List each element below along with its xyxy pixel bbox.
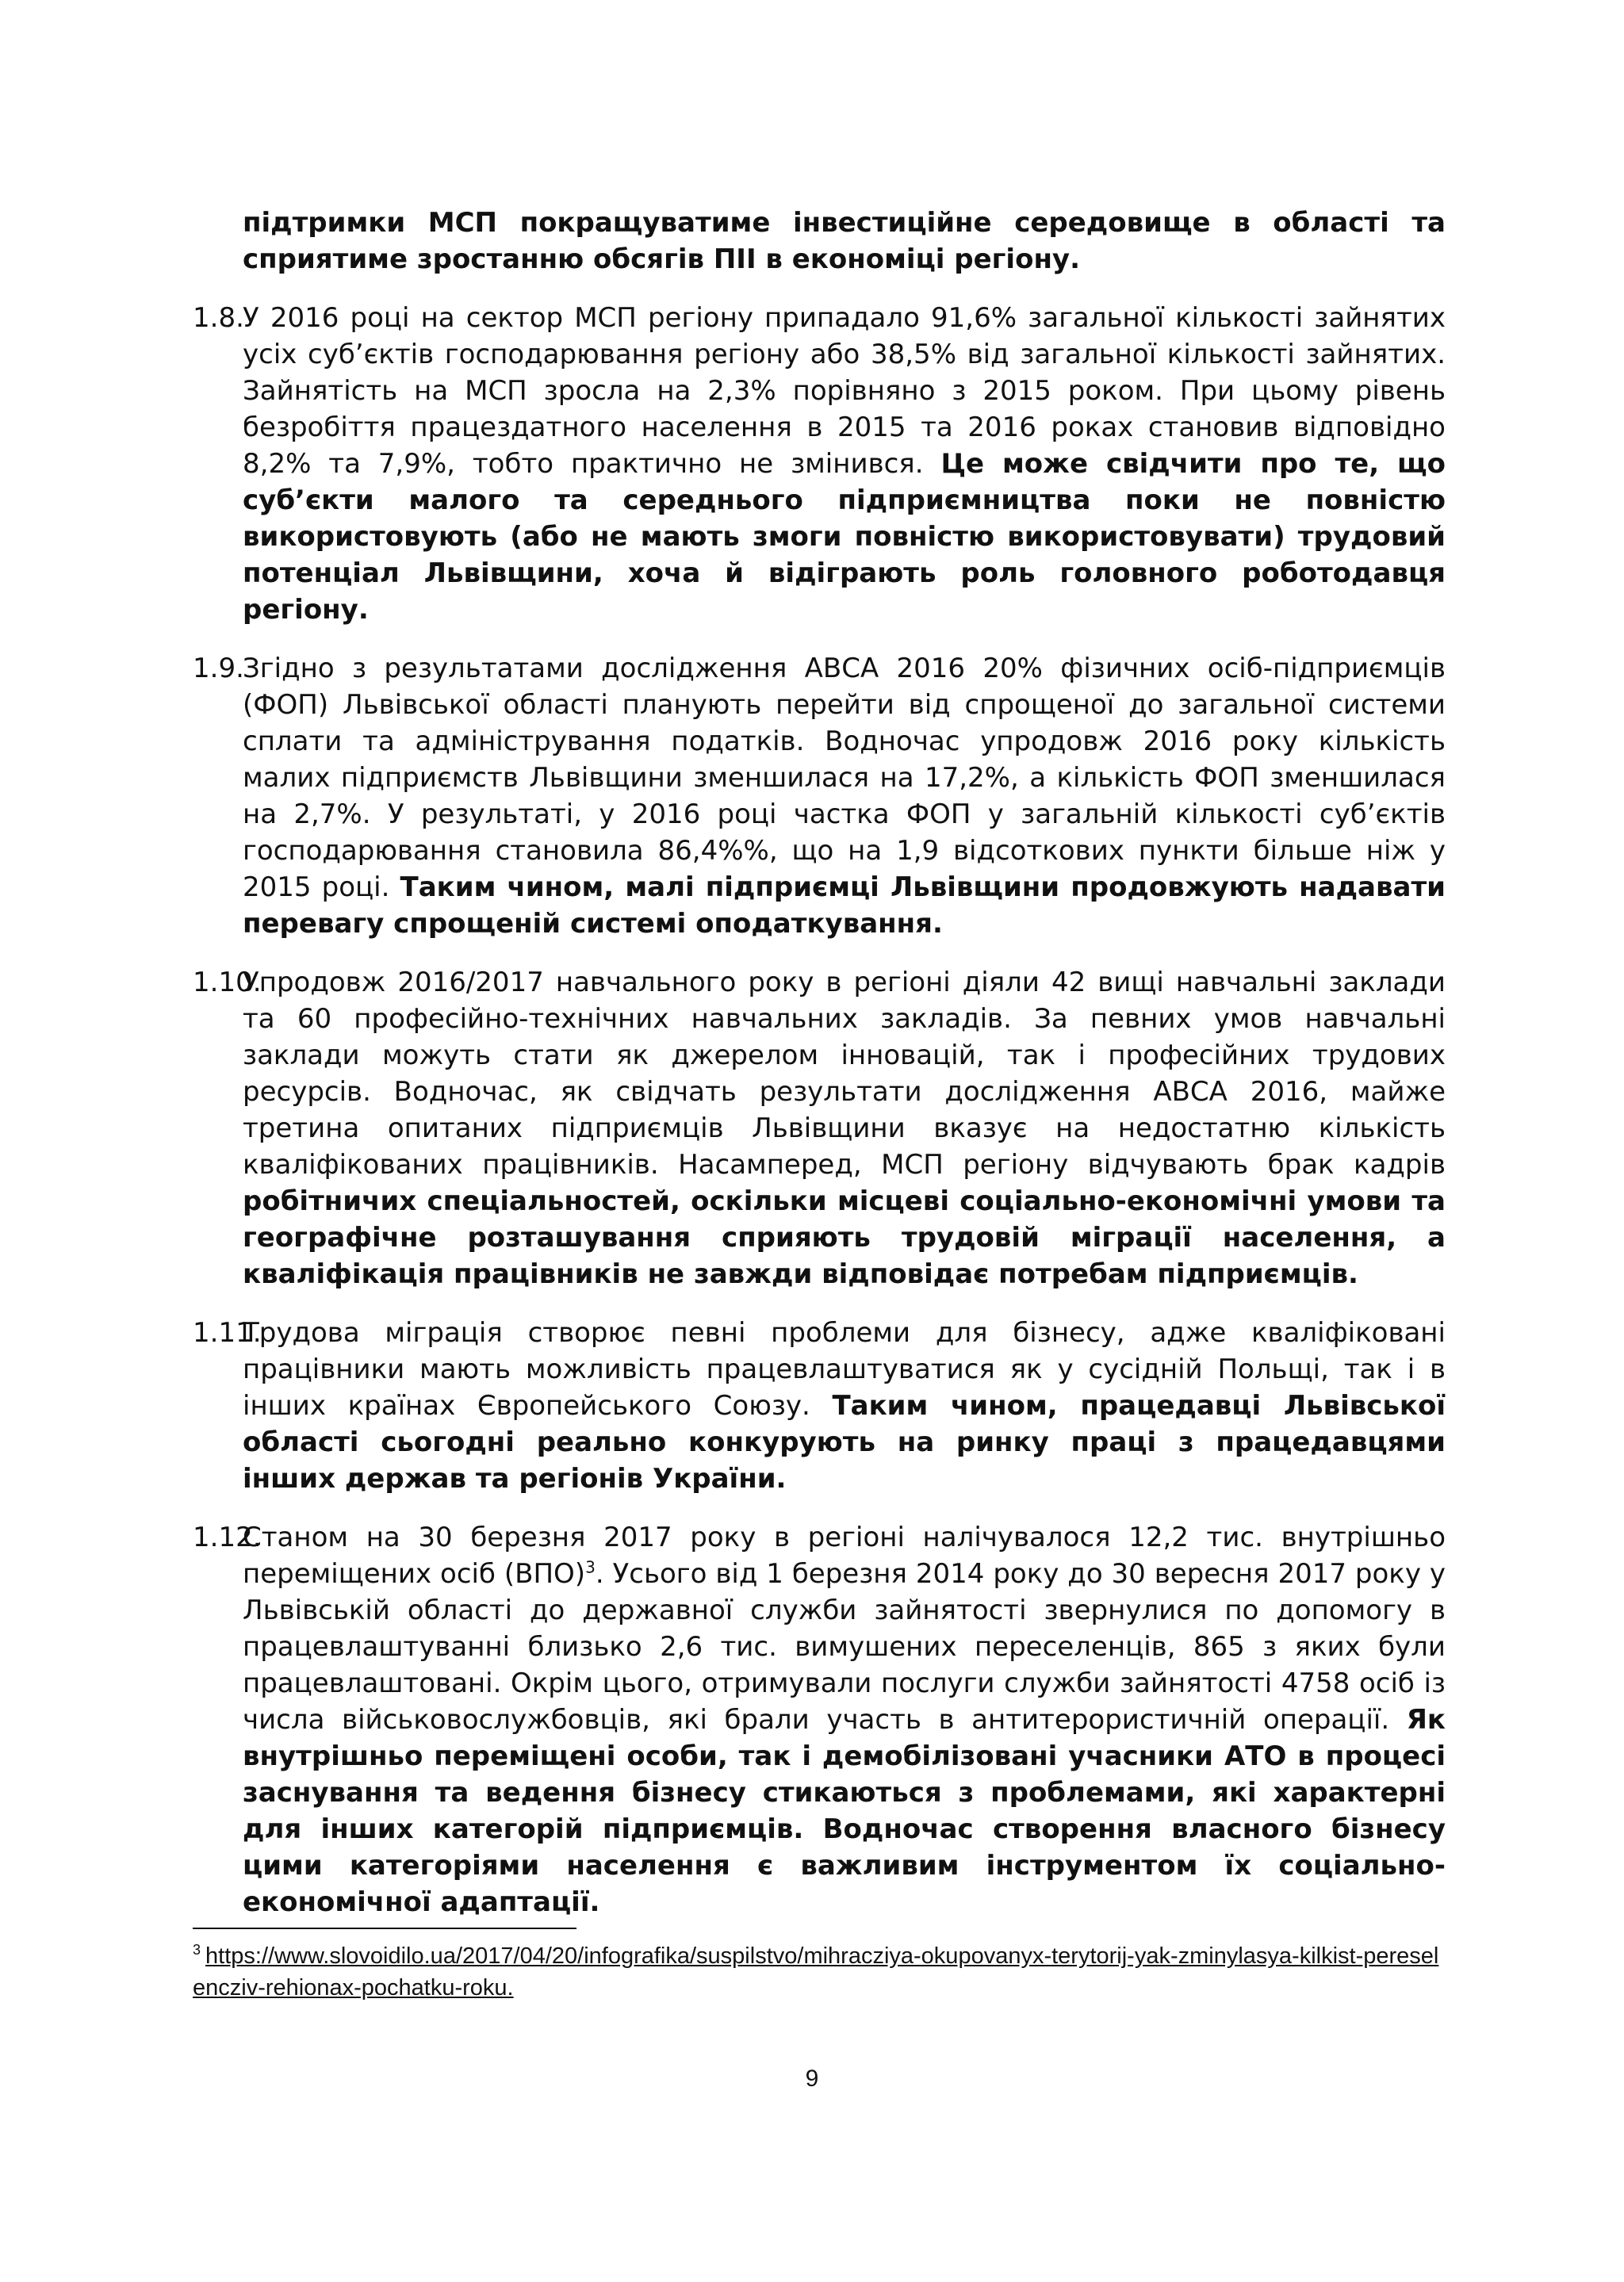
paragraph-1-9 — [193, 650, 1446, 942]
page-number: 9 — [805, 2066, 819, 2092]
paragraph-text: Станом на 30 березня 2017 року в регіоні налічувалося 12,2 тис. внутрішньо переміщених осіб (ВПО) — [243, 1522, 1446, 1590]
paragraph-bold-text: робітничих спеціальностей, оскільки місцеві соціально-економічні умови та географічне розташування сприяють трудовій міграції населення, а кваліфікація працівників не завжди відповідає потребам підприємців. — [243, 1185, 1446, 1290]
intro-paragraph: підтримки МСП покращуватиме інвестиційне середовище в області та сприятиме зростанню обсягів ПІІ в економіці регіону. — [243, 207, 1446, 275]
paragraph-number: 1.11. — [193, 1317, 262, 1349]
paragraph-bold-text: Як внутрішньо переміщені особи, так і демобілізовані учасники АТО в процесі заснування та ведення бізнесу стикаються з проблемами, які характерні для інших категорій підприємців. Водночас створення власного бізнесу цими категоріями населення є важливим інструментом їх соціально-економічної адаптації. — [243, 1704, 1446, 1918]
body-text — [193, 205, 1446, 1920]
footnote-mark: 3 — [193, 1942, 201, 1958]
footnote — [193, 1940, 1446, 2004]
paragraph-number: 1.9. — [193, 653, 244, 684]
paragraph-bold-text: Таким чином, працедавці Львівської області сьогодні реально конкурують на ринку праці з працедавцями інших держав та регіонів України. — [243, 1390, 1446, 1495]
paragraph-1-8 — [193, 300, 1446, 628]
footnote-link[interactable]: https://www.slovoidilo.ua/2017/04/20/infografika/suspilstvo/mihracziya-okupovanyx-terytorij-yak-zminylasya-kilkist-pereselencziv-rehionax-pochatku-roku. — [193, 1943, 1439, 2001]
paragraph-number: 1.8. — [193, 302, 244, 334]
paragraph-bold-text: Таким чином, малі підприємці Львівщини продовжують надавати перевагу спрощеній системі оподаткування. — [243, 871, 1446, 940]
paragraph-1-11 — [193, 1315, 1446, 1497]
paragraph-text: Згідно з результатами дослідження АВСА 2016 20% фізичних осіб-підприємців (ФОП) Львівської області планують перейти від спрощеної до загальної системи сплати та адміністрування податків. Водночас упродовж 2016 року кількість малих підприємств Львівщини зменшилася на 17,2%, а кількість ФОП зменшилася на 2,7%. У результаті, у 2016 році частка ФОП у загальній кількості суб’єктів господарювання становила 86,4%%, що на 1,9 відсоткових пункти більше ніж у 2015 році. — [243, 653, 1446, 903]
paragraph-bold-text: Це може свідчити про те, що суб’єкти малого та середнього підприємництва поки не повністю використовують (або не мають змоги повністю використовувати) трудовий потенціал Львівщини, хоча й відіграють роль головного роботодавця регіону. — [243, 448, 1446, 626]
paragraph-text-continued: . Усього від 1 березня 2014 року до 30 вересня 2017 року у Львівській області до державної служби зайнятості звернулися по допомогу в працевлаштуванні близько 2,6 тис. вимушених переселенців, 865 з яких були працевлаштовані. Окрім цього, отримували послуги служби зайнятості 4758 осіб із числа військовослужбовців, які брали участь в антитерористичній операції. — [243, 1558, 1446, 1736]
paragraph-number: 1.12. — [193, 1522, 262, 1553]
paragraph-text: У 2016 році на сектор МСП регіону припадало 91,6% загальної кількості зайнятих усіх суб’єктів господарювання регіону або 38,5% від загальної кількості зайнятих. Зайнятість на МСП зросла на 2,3% порівняно з 2015 роком. При цьому рівень безробіття працездатного населення в 2015 та 2016 роках становив відповідно 8,2% та 7,9%, тобто практично не змінився. — [243, 302, 1446, 480]
paragraph-number: 1.10. — [193, 967, 262, 998]
paragraph-text: Упродовж 2016/2017 навчального року в регіоні діяли 42 вищі навчальні заклади та 60 професійно-технічних навчальних закладів. За певних умов навчальні заклади можуть стати як джерелом інновацій, так і професійних трудових ресурсів. Водночас, як свідчать результати дослідження АВСА 2016, майже третина опитаних підприємців Львівщини вказує на недостатню кількість кваліфікованих працівників. Насамперед, МСП регіону відчувають брак кадрів — [243, 967, 1446, 1181]
paragraph-1-10 — [193, 964, 1446, 1292]
paragraph-text: Трудова міграція створює певні проблеми для бізнесу, адже кваліфіковані працівники мають можливість працевлаштуватися як у сусідній Польщі, так і в інших країнах Європейського Союзу. — [243, 1317, 1446, 1422]
footnote-divider — [193, 1928, 576, 1929]
paragraph-1-12 — [193, 1519, 1446, 1920]
footnote-reference[interactable]: 3 — [585, 1557, 596, 1577]
